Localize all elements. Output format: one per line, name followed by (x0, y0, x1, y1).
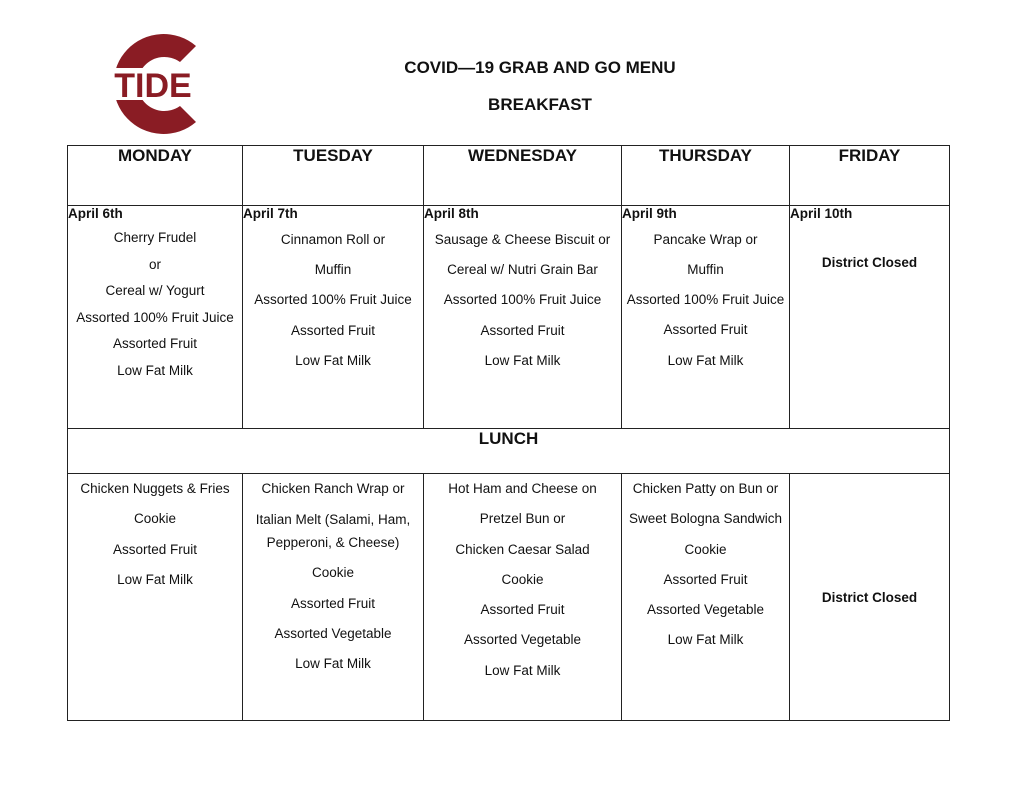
breakfast-cell-tuesday (243, 206, 424, 429)
menu-item: Assorted Vegetable (463, 632, 582, 648)
date-label: April 10th (790, 206, 853, 221)
menu-item: Chicken Caesar Salad (455, 541, 590, 557)
day-header-row (68, 146, 950, 206)
breakfast-row (68, 206, 950, 429)
menu-item: or (148, 256, 161, 272)
menu-item: Assorted 100% Fruit Juice (443, 292, 602, 308)
menu-item: Chicken Nuggets & Fries (80, 481, 230, 496)
menu-item: Chicken Patty on Bun or (632, 481, 779, 496)
menu-item: Assorted 100% Fruit Juice (76, 309, 234, 325)
menu-item: Low Fat Milk (117, 362, 193, 378)
menu-subtitle: BREAKFAST (488, 95, 592, 114)
menu-item: Low Fat Milk (667, 352, 744, 368)
day-friday: FRIDAY (790, 146, 950, 206)
menu-item: Cookie (501, 571, 544, 587)
menu-item: Low Fat Milk (484, 662, 561, 678)
menu-table (67, 145, 950, 721)
menu-item: Low Fat Milk (484, 352, 561, 368)
menu-item: Assorted Fruit (480, 602, 565, 618)
menu-item: Pretzel Bun or (479, 511, 566, 527)
menu-item: Cherry Frudel (113, 230, 197, 245)
menu-item: Assorted 100% Fruit Juice (254, 292, 412, 308)
lunch-header-row (68, 429, 950, 474)
lunch-cell-friday (790, 474, 950, 721)
breakfast-cell-wednesday (424, 206, 622, 429)
menu-item: Cinnamon Roll or (280, 232, 386, 247)
day-wednesday: WEDNESDAY (424, 146, 622, 206)
logo-text: TIDE (114, 67, 192, 105)
menu-item: Cookie (133, 511, 177, 527)
lunch-cell-wednesday (424, 474, 622, 721)
day-thursday: THURSDAY (622, 146, 790, 206)
date-label: April 9th (622, 206, 677, 221)
breakfast-cell-thursday (622, 206, 790, 429)
breakfast-cell-friday (790, 206, 950, 429)
menu-item: Sweet Bologna Sandwich (628, 511, 783, 527)
menu-item: Chicken Ranch Wrap or (261, 481, 405, 496)
menu-item: Muffin (314, 262, 352, 278)
menu-item: Cereal w/ Yogurt (105, 283, 205, 299)
menu-item: Assorted Fruit (112, 541, 198, 557)
menu-item: Assorted Fruit (480, 322, 565, 338)
menu-item: Assorted Fruit (290, 595, 376, 611)
day-tuesday: TUESDAY (243, 146, 424, 206)
menu-item: Cereal w/ Nutri Grain Bar (447, 262, 598, 278)
menu-item: Assorted Fruit (112, 336, 198, 352)
menu-item: Hot Ham and Cheese on (448, 481, 597, 496)
lunch-cell-monday (68, 474, 243, 721)
date-label: April 6th (68, 206, 123, 221)
menu-item: Italian Melt (Salami, Ham, Pepperoni, & Cheese) (255, 512, 411, 551)
menu-item: Cookie (311, 565, 355, 581)
menu-item: Low Fat Milk (667, 632, 744, 648)
lunch-cell-thursday (622, 474, 790, 721)
tide-logo (96, 32, 208, 136)
menu-item: Assorted Vegetable (274, 625, 392, 641)
menu-item: Assorted Vegetable (646, 602, 765, 618)
breakfast-cell-monday (68, 206, 243, 429)
menu-item: Assorted Fruit (663, 322, 748, 338)
menu-item: Cookie (684, 541, 727, 557)
closed-notice: District Closed (821, 255, 918, 270)
menu-item: Assorted 100% Fruit Juice (626, 292, 785, 308)
lunch-heading: LUNCH (68, 429, 950, 474)
lunch-cell-tuesday (243, 474, 424, 721)
menu-item: Low Fat Milk (295, 656, 371, 672)
menu-item: Low Fat Milk (117, 571, 193, 587)
closed-notice: District Closed (821, 589, 918, 605)
menu-item: Low Fat Milk (295, 352, 371, 368)
menu-title: COVID—19 GRAB AND GO MENU (404, 58, 676, 77)
menu-item: Pancake Wrap or (653, 232, 758, 247)
menu-item: Sausage & Cheese Biscuit or (434, 232, 611, 247)
date-label: April 8th (424, 206, 479, 221)
date-label: April 7th (243, 206, 298, 221)
day-monday: MONDAY (68, 146, 243, 206)
menu-item: Assorted Fruit (663, 571, 748, 587)
lunch-row (68, 474, 950, 721)
menu-item: Assorted Fruit (290, 322, 376, 338)
menu-item: Muffin (687, 262, 724, 278)
